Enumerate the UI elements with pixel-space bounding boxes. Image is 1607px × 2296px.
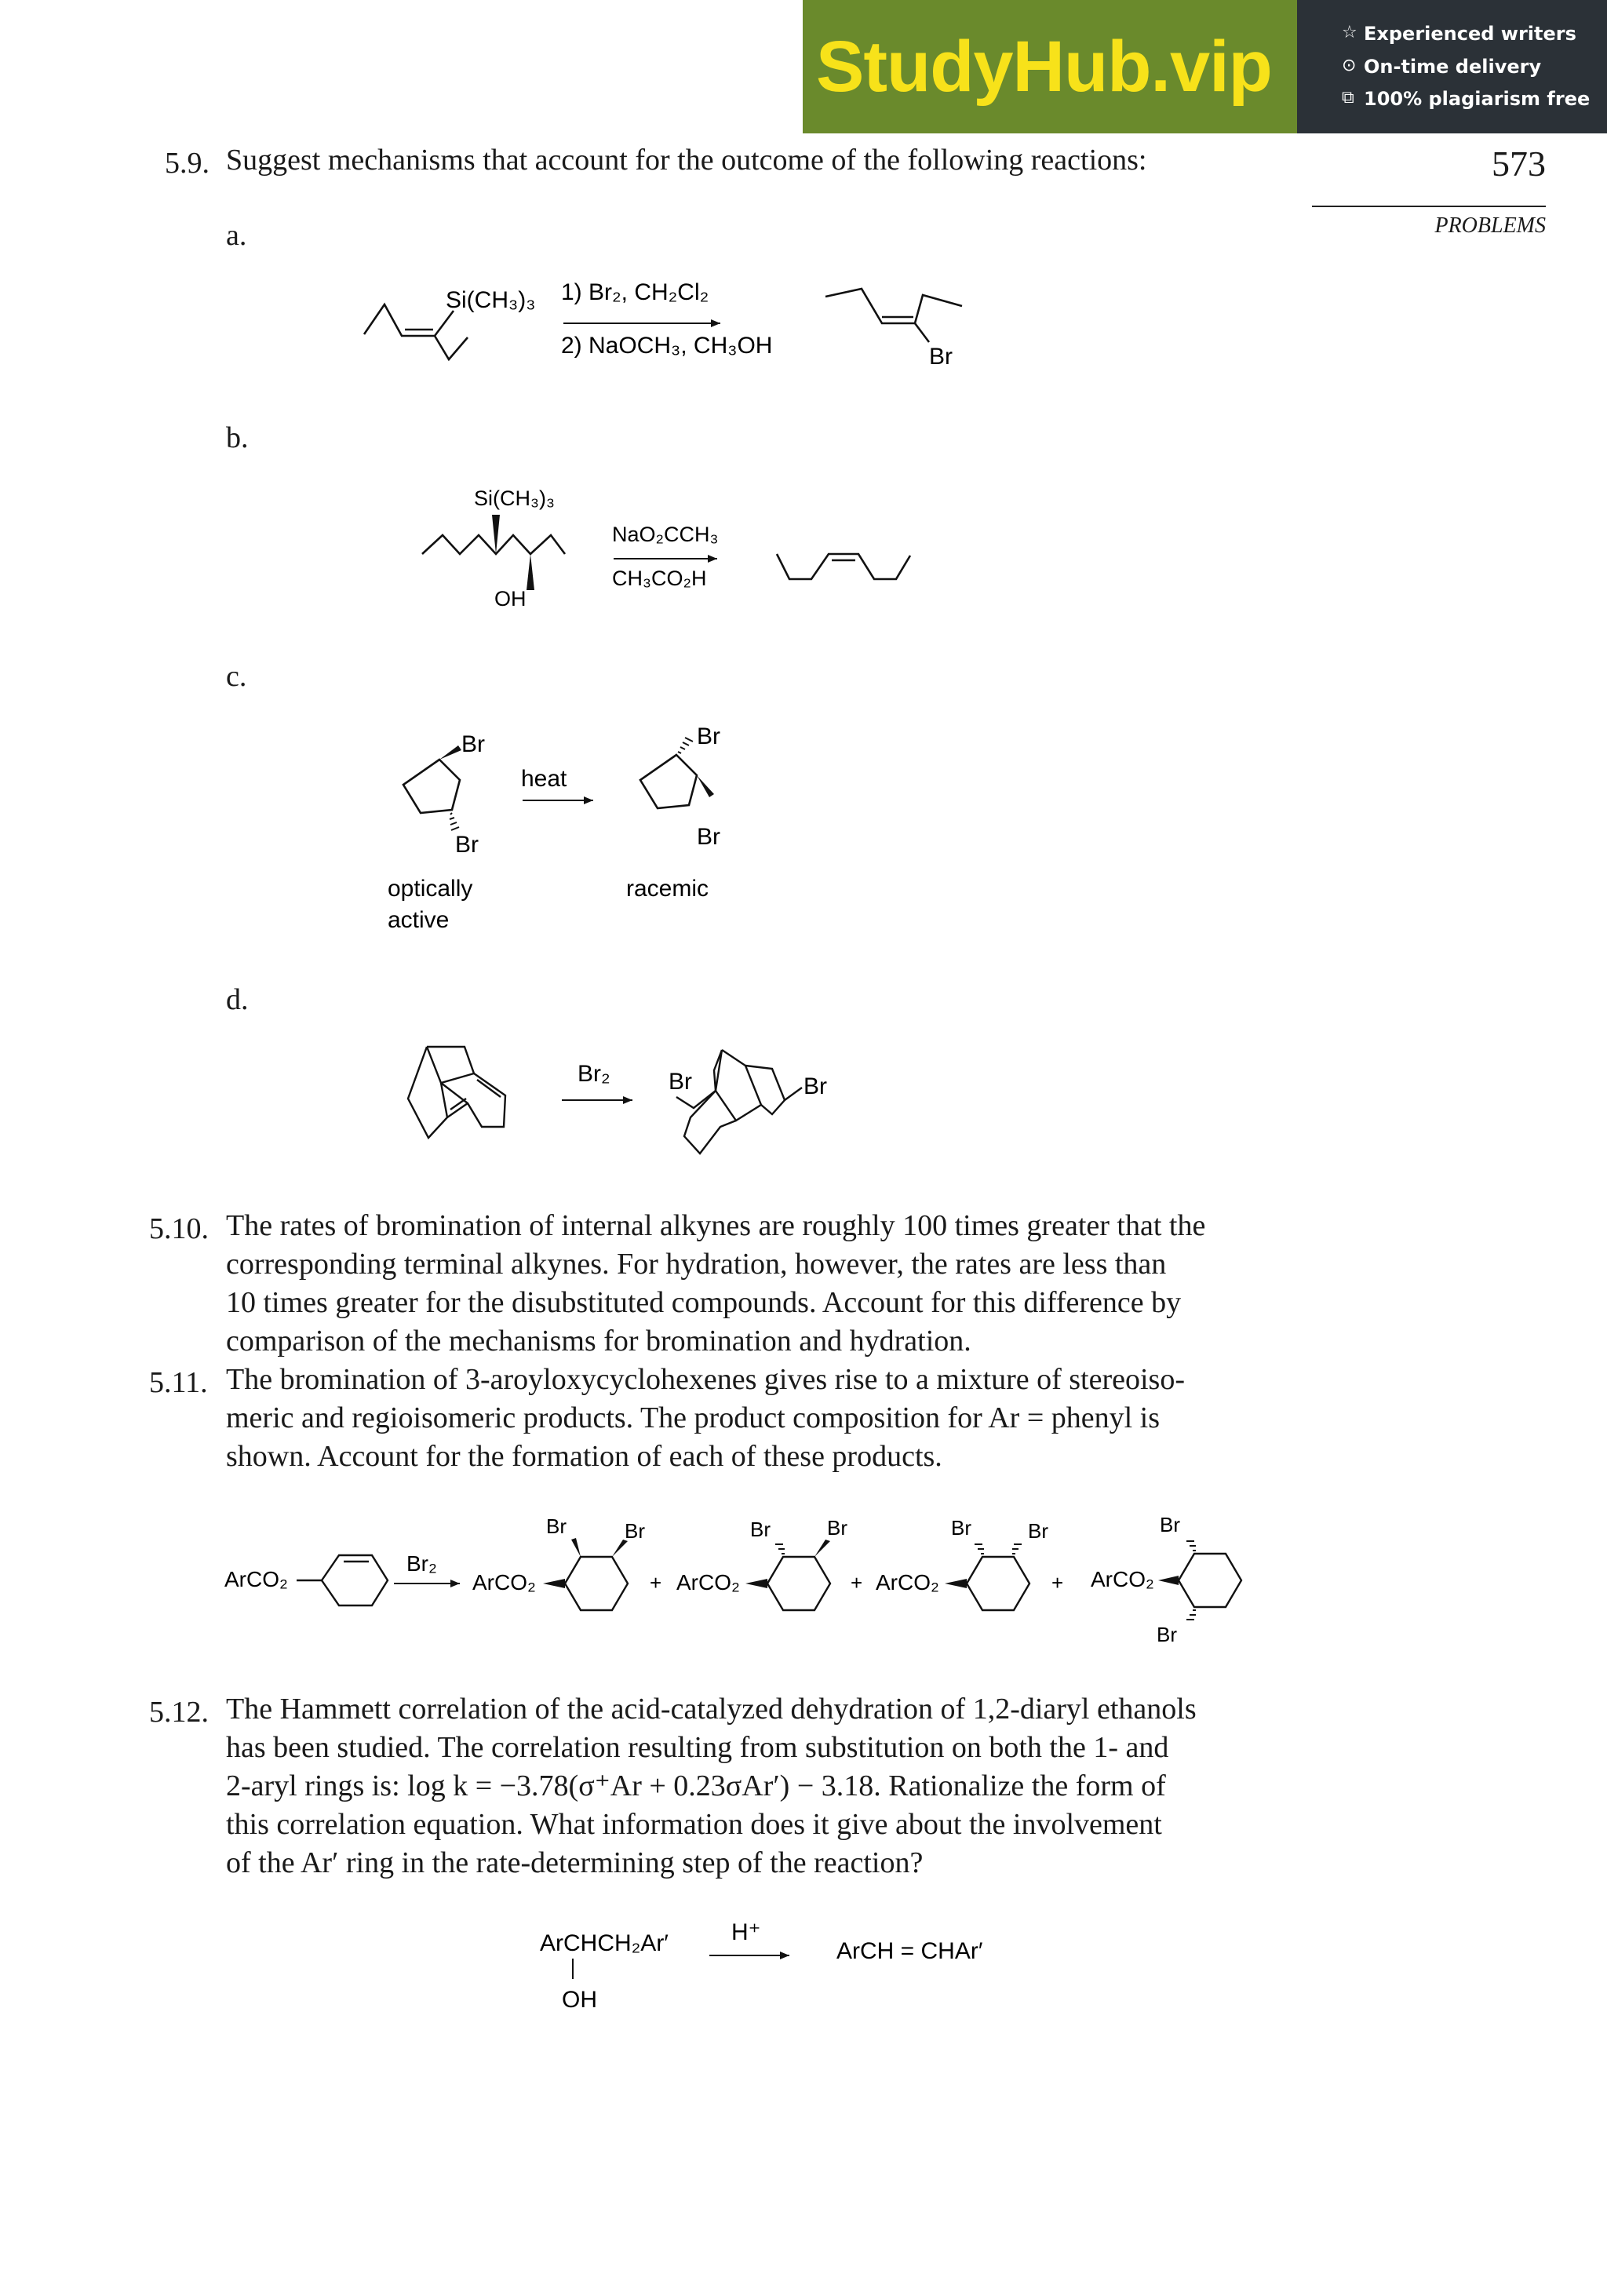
reaction-scheme-5-11 [220, 1499, 1263, 1656]
copy-icon: ⧉ [1342, 88, 1354, 108]
plus-sign: + [1051, 1571, 1064, 1594]
product-c-ring [640, 755, 697, 808]
product-substituent: ArCO₂ [876, 1570, 939, 1594]
product-a-skeleton [825, 289, 962, 342]
studyhub-logo[interactable]: StudyHub.vip [816, 27, 1272, 107]
text-line: 2-aryl rings is: log k = −3.78(σ⁺Ar + 0.23σAr′) − 3.18. Rationalize the form of [226, 1769, 1166, 1802]
problem-text [226, 1361, 1255, 1476]
header-rule [1312, 206, 1546, 207]
reactant-c-ring [403, 760, 460, 813]
reactant-a-substituent: Si(CH₃)₃ [446, 287, 536, 313]
feature-plagiarism-free: 100% plagiarism free [1364, 88, 1591, 110]
page-number: 573 [1492, 144, 1546, 184]
product-c-br-bottom: Br [697, 824, 720, 850]
text-line: shown. Account for the formation of each of these products. [226, 1440, 942, 1473]
reactant-b-top: Si(CH₃)₃ [474, 487, 555, 510]
product-br: Br [1028, 1519, 1048, 1543]
reagent-d: Br₂ [578, 1061, 610, 1087]
text-line: The Hammett correlation of the acid-catalyzed dehydration of 1,2-diaryl ethanols [226, 1693, 1197, 1726]
text-line: of the Ar′ ring in the rate-determining step of the reaction? [226, 1846, 924, 1879]
reactant-c-hash-bond [450, 813, 459, 830]
product-b-skeleton [777, 554, 910, 579]
reagent: H⁺ [731, 1919, 761, 1945]
part-label: b. [226, 421, 249, 454]
product-c-note: racemic [626, 876, 709, 902]
product-cyclohexane [565, 1557, 628, 1610]
problem-number: 5.10. [149, 1212, 209, 1245]
reaction-scheme-b [408, 479, 973, 620]
problem-number: 5.12. [149, 1696, 209, 1729]
product-a-br: Br [929, 344, 953, 370]
reagent-a-2: 2) NaOCH₃, CH₃OH [561, 333, 773, 359]
text-line: corresponding terminal alkynes. For hydration, however, the rates are less than [226, 1248, 1167, 1281]
product-br: Br [546, 1514, 567, 1538]
running-header-section: PROBLEMS [1434, 213, 1546, 238]
product-d-br-right: Br [804, 1073, 827, 1099]
problem-number: 5.9. [165, 147, 210, 180]
reactant-c-br-bottom: Br [455, 832, 479, 858]
hash-bond [775, 1544, 785, 1554]
reaction-scheme-d [392, 1028, 879, 1177]
feature-on-time-delivery: On-time delivery [1364, 56, 1542, 78]
product-c-br-top: Br [697, 723, 720, 749]
product-substituent: ArCO₂ [1091, 1567, 1154, 1591]
text-line: meric and regioisomeric products. The product composition for Ar = phenyl is [226, 1401, 1161, 1434]
reagent-b-top: NaO₂CCH₃ [612, 523, 719, 546]
reaction-scheme-c [361, 714, 800, 965]
part-label: a. [226, 219, 247, 252]
clock-icon: ⊙ [1342, 56, 1357, 75]
reactant-cyclohexene [297, 1555, 388, 1605]
problem-text [226, 1207, 1255, 1361]
reactant-d-skeleton [408, 1047, 505, 1138]
product-c-hash-bond [678, 738, 693, 753]
product: ArCH = CHAr′ [836, 1938, 983, 1964]
problem-text [226, 1690, 1255, 1882]
star-icon: ☆ [1342, 23, 1357, 42]
reactant-b-skeleton [422, 535, 565, 554]
product-br: Br [625, 1519, 645, 1543]
feature-experienced-writers: Experienced writers [1364, 23, 1576, 45]
product-br: Br [827, 1516, 847, 1540]
plus-sign: + [851, 1571, 863, 1594]
part-label: d. [226, 983, 249, 1016]
product-br: Br [1160, 1513, 1180, 1536]
reaction-scheme-5-12 [518, 1915, 1036, 2032]
reactant-c-note-2: active [388, 907, 450, 933]
reactant-oh: OH [562, 1987, 597, 2013]
reagent-br2: Br₂ [406, 1551, 437, 1576]
reagent-c: heat [521, 766, 567, 792]
reactant-c-note-1: optically [388, 876, 473, 902]
text-line: The bromination of 3-aroyloxycyclohexenes gives rise to a mixture of stereoiso- [226, 1363, 1185, 1396]
problem-text: Suggest mechanisms that account for the outcome of the following reactions: [226, 144, 1147, 177]
text-line: comparison of the mechanisms for bromination and hydration. [226, 1325, 971, 1358]
reaction-scheme-a [345, 267, 989, 392]
product-substituent: ArCO₂ [472, 1570, 536, 1594]
reagent-b-bottom: CH₃CO₂H [612, 567, 707, 590]
product-d-br-left: Br [669, 1069, 692, 1095]
product-br: Br [951, 1516, 971, 1540]
reactant: ArCHCH₂Ar′ [540, 1930, 669, 1956]
product-br: Br [1157, 1623, 1177, 1646]
part-label: c. [226, 660, 247, 693]
product-cyclohexane [1179, 1554, 1241, 1607]
reactant-substituent: ArCO₂ [224, 1567, 288, 1591]
product-cyclohexane [967, 1557, 1029, 1610]
product-d-skeleton [676, 1050, 785, 1153]
product-br: Br [750, 1518, 771, 1541]
product-substituent: ArCO₂ [676, 1570, 740, 1594]
problem-number: 5.11. [149, 1366, 208, 1399]
product-cyclohexane [767, 1557, 830, 1610]
text-line: 10 times greater for the disubstituted compounds. Account for this difference by [226, 1286, 1182, 1319]
reactant-b-bottom: OH [494, 587, 527, 610]
text-line: this correlation equation. What information does it give about the involvement [226, 1808, 1162, 1841]
text-line: has been studied. The correlation resulting from substitution on both the 1- and [226, 1731, 1169, 1764]
reagent-a-1: 1) Br₂, CH₂Cl₂ [561, 279, 709, 305]
plus-sign: + [650, 1571, 662, 1594]
hash-bond [975, 1544, 1022, 1554]
text-line: The rates of bromination of internal alkynes are roughly 100 times greater that the [226, 1209, 1206, 1242]
reactant-c-br-top: Br [461, 731, 485, 757]
